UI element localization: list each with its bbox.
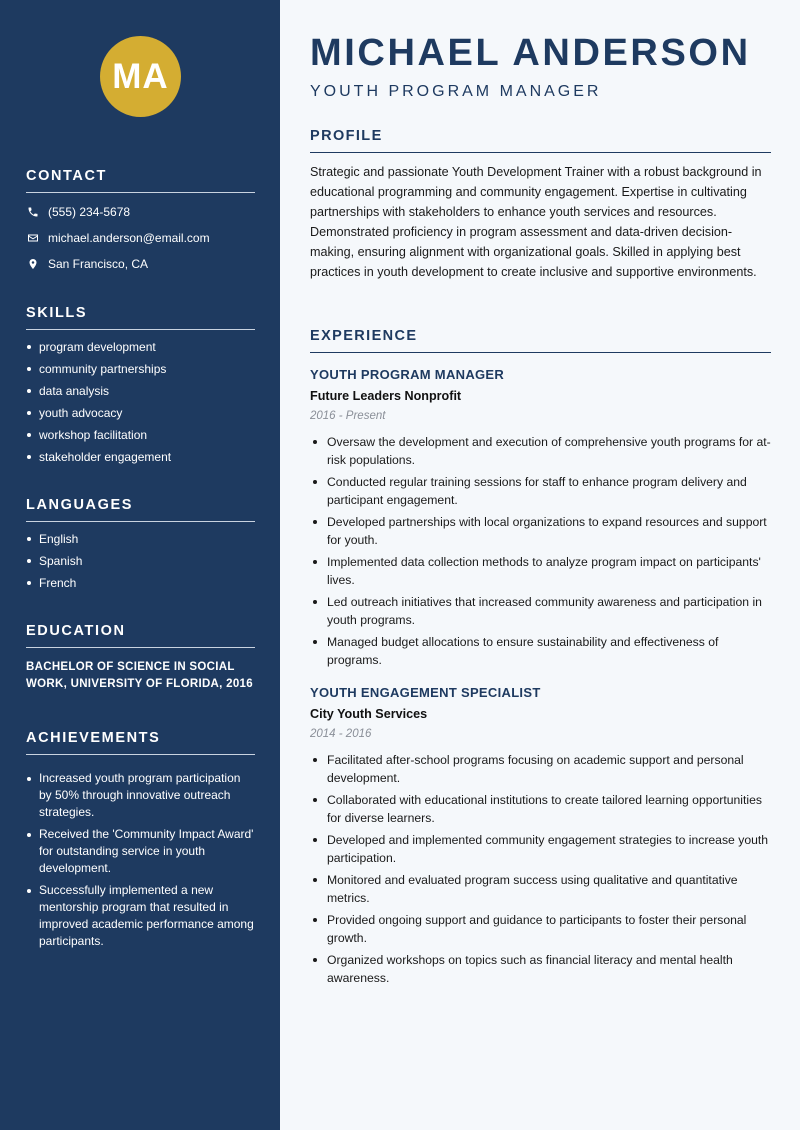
list-item: Conducted regular training sessions for staff to enhance program delivery and participant engagement.	[310, 473, 771, 509]
list-item: Spanish	[26, 554, 255, 568]
candidate-name: MICHAEL ANDERSON	[310, 32, 751, 74]
profile-section	[310, 128, 771, 282]
location-pin-icon	[26, 257, 40, 271]
list-item: stakeholder engagement	[26, 450, 255, 464]
list-item: Managed budget allocations to ensure sustainability and effectiveness of programs.	[310, 633, 771, 669]
job-company: City Youth Services	[310, 707, 428, 721]
experience-heading: EXPERIENCE	[310, 328, 771, 353]
list-item: Oversaw the development and execution of comprehensive youth programs for at-risk populations.	[310, 433, 771, 469]
job-dates: 2016 - Present	[310, 410, 386, 422]
list-item: workshop facilitation	[26, 428, 255, 442]
list-item: program development	[26, 340, 255, 354]
avatar-initials: MA	[112, 56, 169, 96]
achievements-list	[26, 770, 255, 950]
list-item: youth advocacy	[26, 406, 255, 420]
avatar	[100, 36, 181, 117]
skills-heading: SKILLS	[26, 305, 255, 330]
contact-location-text: San Francisco, CA	[48, 257, 149, 271]
job-bullets	[310, 433, 771, 669]
job-title: YOUTH PROGRAM MANAGER	[310, 367, 505, 382]
contact-email	[26, 231, 255, 245]
candidate-role: YOUTH PROGRAM MANAGER	[310, 83, 602, 100]
list-item: data analysis	[26, 384, 255, 398]
achievements-section	[26, 730, 255, 955]
job-entry	[310, 367, 771, 669]
list-item: Received the 'Community Impact Award' for outstanding service in youth development.	[26, 826, 255, 877]
list-item: Facilitated after-school programs focusing on academic support and personal development.	[310, 751, 771, 787]
list-item: community partnerships	[26, 362, 255, 376]
sidebar	[0, 0, 280, 1130]
education-section	[26, 623, 255, 693]
list-item: English	[26, 532, 255, 546]
contact-email-text: michael.anderson@email.com	[48, 231, 210, 245]
contact-phone-text: (555) 234-5678	[48, 205, 131, 219]
languages-heading: LANGUAGES	[26, 497, 255, 522]
list-item: Developed partnerships with local organizations to expand resources and support for youth.	[310, 513, 771, 549]
experience-section	[310, 328, 771, 991]
languages-list	[26, 532, 255, 590]
languages-section	[26, 497, 255, 598]
list-item: Organized workshops on topics such as financial literacy and mental health awareness.	[310, 951, 771, 987]
list-item: Developed and implemented community engagement strategies to increase youth participation.	[310, 831, 771, 867]
job-company: Future Leaders Nonprofit	[310, 389, 462, 403]
list-item: French	[26, 576, 255, 590]
education-heading: EDUCATION	[26, 623, 255, 648]
profile-heading: PROFILE	[310, 128, 771, 153]
education-degree: BACHELOR OF SCIENCE IN SOCIAL WORK, UNIVERSITY OF FLORIDA, 2016	[26, 661, 253, 690]
skills-section	[26, 305, 255, 472]
achievements-heading: ACHIEVEMENTS	[26, 730, 255, 755]
list-item: Implemented data collection methods to analyze program impact on participants' lives.	[310, 553, 771, 589]
list-item: Monitored and evaluated program success using qualitative and quantitative metrics.	[310, 871, 771, 907]
profile-text: Strategic and passionate Youth Development Trainer with a robust background in educational programming and community engagement. Expertise in cultivating partnerships with stakeholders to enhance youth services and resources. Demonstrated proficiency in program assessment and data-driven decision-making, ensuring alignment with organizational goals. Skilled in applying best practices in youth development to create inclusive and supportive environments.	[310, 165, 762, 279]
list-item: Provided ongoing support and guidance to participants to foster their personal growth.	[310, 911, 771, 947]
contact-location	[26, 257, 255, 271]
contact-phone	[26, 205, 255, 219]
list-item: Successfully implemented a new mentorship program that resulted in improved academic performance among participants.	[26, 882, 255, 950]
mail-icon	[26, 231, 40, 245]
list-item: Collaborated with educational institutions to create tailored learning opportunities for diverse learners.	[310, 791, 771, 827]
job-entry	[310, 685, 771, 987]
list-item: Led outreach initiatives that increased community awareness and participation in youth programs.	[310, 593, 771, 629]
skills-list	[26, 340, 255, 464]
job-bullets	[310, 751, 771, 987]
job-dates: 2014 - 2016	[310, 728, 372, 740]
phone-icon	[26, 205, 40, 219]
contact-heading: CONTACT	[26, 168, 255, 193]
list-item: Increased youth program participation by 50% through innovative outreach strategies.	[26, 770, 255, 821]
contact-section	[26, 168, 255, 271]
job-title: YOUTH ENGAGEMENT SPECIALIST	[310, 685, 541, 700]
